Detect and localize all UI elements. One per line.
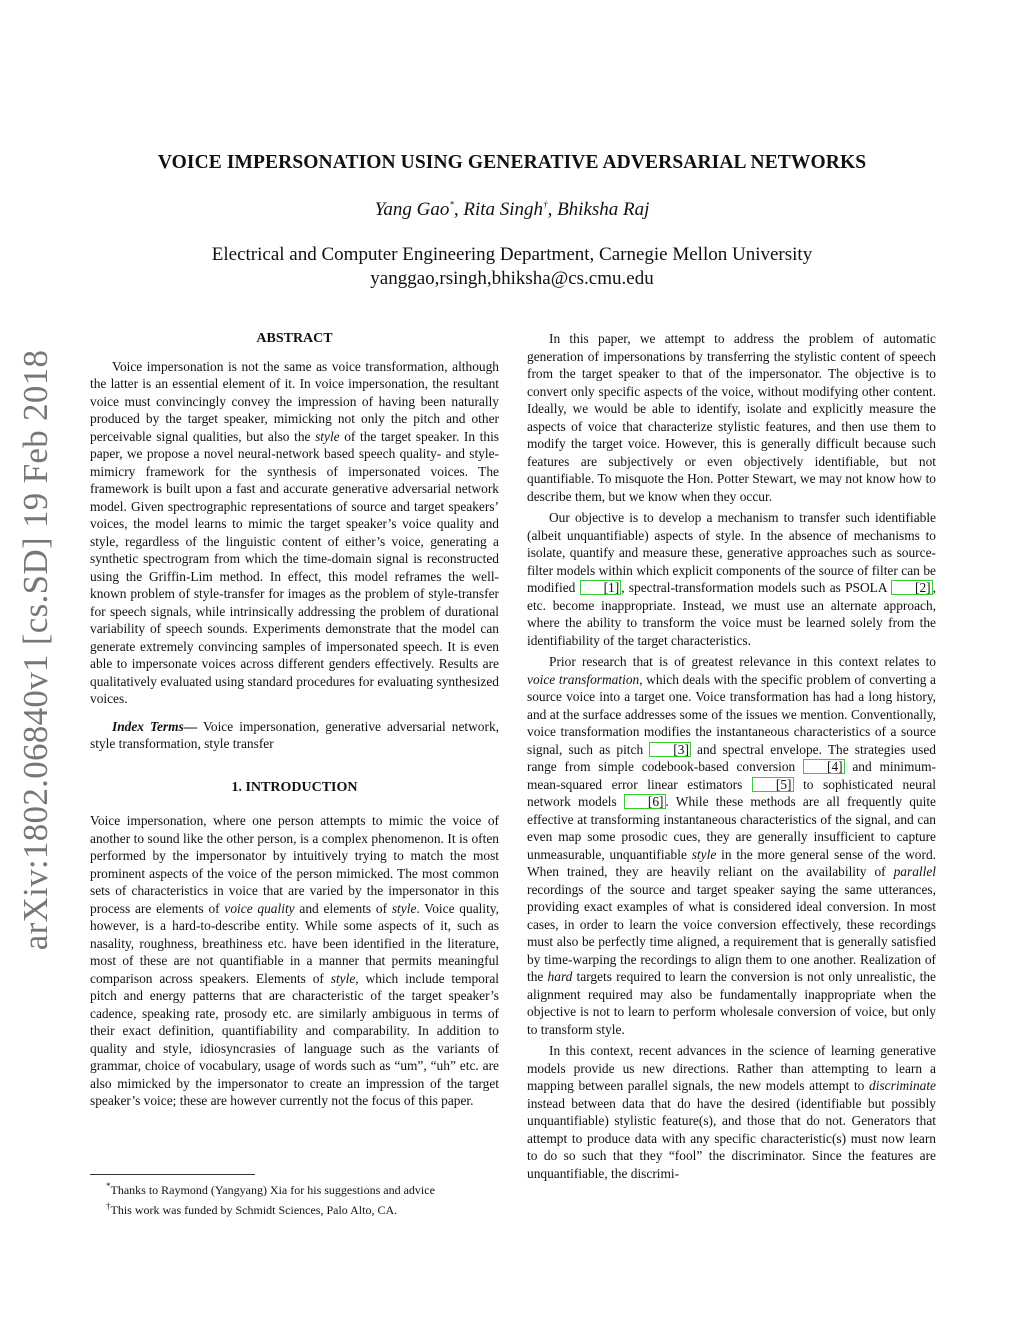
affiliation: Electrical and Computer Engineering Department, Carnegie Mellon University	[211, 244, 813, 265]
index-terms-label: Index Terms—	[112, 718, 198, 734]
citation-2[interactable]: [2]	[891, 580, 933, 595]
citation-3[interactable]: [3]	[649, 742, 691, 757]
author-1-mark: *	[449, 199, 454, 210]
right-paragraph-1: In this paper, we attempt to address the problem of automatic generation of impersonations by transferring the stylistic content of speech from the target speaker to that of the impersonator. The objective is to convert only specific aspects of the voice, without modifying other content. Ideally, we would be able to identify, isolate and explicitly measure the aspects of voice that characterize stylistic features, and then use them to modify the target voice. However, this is generally difficult because such features are subjectively or even objectively identifiable, but not quantifiable. To misquote the Hon. Potter Stewart, we may not know how to describe them, but we know when they occur.	[527, 331, 936, 504]
citation-6[interactable]: [6]	[624, 794, 666, 809]
left-column	[90, 330, 499, 1110]
author-1: Yang Gao	[374, 199, 450, 220]
abstract-heading: ABSTRACT	[256, 331, 333, 346]
footnote-rule	[90, 1174, 255, 1175]
arxiv-stamp	[6, 350, 66, 950]
footnotes	[90, 1174, 499, 1218]
affiliation-block	[0, 243, 1024, 291]
right-paragraph-2: Our objective is to develop a mechanism to transfer such identifiable (albeit unquantifiable) aspects of style. In the absence of mechanisms to isolate, quantify and measure these, generative approaches such as source-filter models within which explicit components of the source of filter can be modified [1] , spectral-transformation models such as PSOLA [2] , etc. become inappropriate. Instead, we must use an alternate approach, where the ability to transform the voice must be learned solely from the identifiability of the target characteristics.	[527, 510, 936, 648]
paper-title: VOICE IMPERSONATION USING GENERATIVE ADVERSARIAL NETWORKS	[157, 152, 867, 173]
author-3: Bhiksha Raj	[557, 199, 650, 220]
abstract-text: Voice impersonation is not the same as voice transformation, although the latter is an essential element of it. In voice impersonation, the resultant voice must convincingly convey the impression of having been naturally produced by the target speaker, mimicking not only the pitch and other perceivable signal qualities, but also the style of the target speaker. In this paper, we propose a novel neural-network based speech quality- and style-mimicry framework for the synthesis of impersonated voices. The framework is built upon a fast and accurate generative adversarial network model. Given spectrographic representations of source and target speakers’ voices, the model learns to mimic the target speaker’s voice quality and style, regardless of the linguistic content of either’s voice, generating a synthetic spectrogram from which the time-domain signal is reconstructed using the Griffin-Lim method. In effect, this model reframes the well-known problem of style-transfer for images as the problem of style-transfer for speech signals, while intrinsically addressing the problem of durational variability of speech sounds. Experiments demonstrate that the model can generate extremely convincing samples of impersonated speech. It is even able to impersonate voices across different genders effectively. Results are qualitatively evaluated using standard procedures for evaluating synthesized voices.	[90, 358, 499, 706]
citation-4[interactable]: [4]	[803, 759, 845, 774]
arxiv-id: arXiv:1802.06840v1 [cs.SD] 19 Feb 2018	[16, 349, 55, 951]
right-paragraph-3: Prior research that is of greatest relevance in this context relates to voice transformation, which deals with the specific problem of converting a source voice into a target one. Voice transformation has had a long history, and at the surface addresses some of the issues we mention. Conventionally, voice transformation modifies the instantaneous characteristics of a source signal, such as pitch [3] and spectral envelope. The strategies used range from simple codebook-based conversion [4] and minimum-mean-squared error linear estimators [5] to sophisticated neural network models [6] . While these methods are all frequently quite effective at transforming instantaneous characteristics of the signal, and can even map some prosodic cues, they are generally insufficient to capture unmeasurable, unquantifiable style in the more general sense of the word. When trained, they are heavily reliant on the availability of parallel recordings of the source and target speaker saying the same utterances, providing exact examples of what is considered ideal conversion. In most cases, in order to learn the voice conversion effectively, these recordings must also be perfectly time aligned, a requirement that is generally satisfied by time-warping the recordings to align them to one another. Realization of the hard targets required to learn the conversion is not only unrealistic, the alignment required may also be fundamentally inappropriate when the objective is not to learn to perform wholesale conversion of voice, but only to transform style.	[527, 654, 936, 1037]
author-2-mark: †	[543, 199, 548, 210]
intro-heading: 1. INTRODUCTION	[231, 779, 358, 795]
citation-5[interactable]: [5]	[752, 777, 794, 792]
right-paragraph-4: In this context, recent advances in the science of learning generative models provide us new directions. Rather than attempting to learn a mapping between parallel signals, the new models attempt to discriminate instead between data that do have the desired (identifiable but possibly unquantifiable) stylistic feature(s), and those that do not. Generators that attempt to produce data with any specific characteristic(s) must now learn to do so such that they “fool” the discriminator. Since the features are unquantifiable, the discrimi-	[527, 1043, 936, 1181]
right-column	[527, 330, 936, 1182]
intro-paragraph: Voice impersonation, where one person attempts to mimic the voice of another to sound like the other person, is a complex phenomenon. It is often performed by the impersonator by intuitively trying to match the most prominent aspects of the voice of the person mimicked. The most common sets of characteristics in voice that are varied by the impersonator in this process are elements of voice quality and elements of style. Voice quality, however, is a hard-to-describe entity. While some aspects of it, such as nasality, roughness, breathiness etc. have been identified in the literature, most of these are not quantifiable in a manner that permits meaningful comparison across speakers. Elements of style, which include temporal pitch and energy patterns that are characteristic of the target speaker’s cadence, speaking rate, prosody etc. are similarly ambiguous in terms of their exact definition, quantifiability and comparability. In addition to quality and style, idiosyncrasies of language such as the variants of grammar, choice of vocabulary, usage of words such as “um”, “uh” etc. are also mimicked by the impersonator to create an impression of the target speaker’s voice; these are however currently not the focus of this paper.	[90, 813, 499, 1108]
footnote-2: †This work was funded by Schmidt Sciences, Palo Alto, CA.	[106, 1200, 398, 1217]
index-terms-text: Voice impersonation, generative adversarial network, style transformation, style transfer	[90, 718, 500, 751]
author-2: Rita Singh	[463, 199, 544, 220]
author-list: Yang Gao*, Rita Singh†, Bhiksha Raj	[374, 199, 650, 220]
email: yanggao,rsingh,bhiksha@cs.cmu.edu	[370, 268, 654, 289]
index-terms	[90, 718, 499, 753]
citation-1[interactable]: [1]	[580, 580, 622, 595]
footnote-1: *Thanks to Raymond (Yangyang) Xia for his suggestions and advice	[106, 1181, 435, 1197]
